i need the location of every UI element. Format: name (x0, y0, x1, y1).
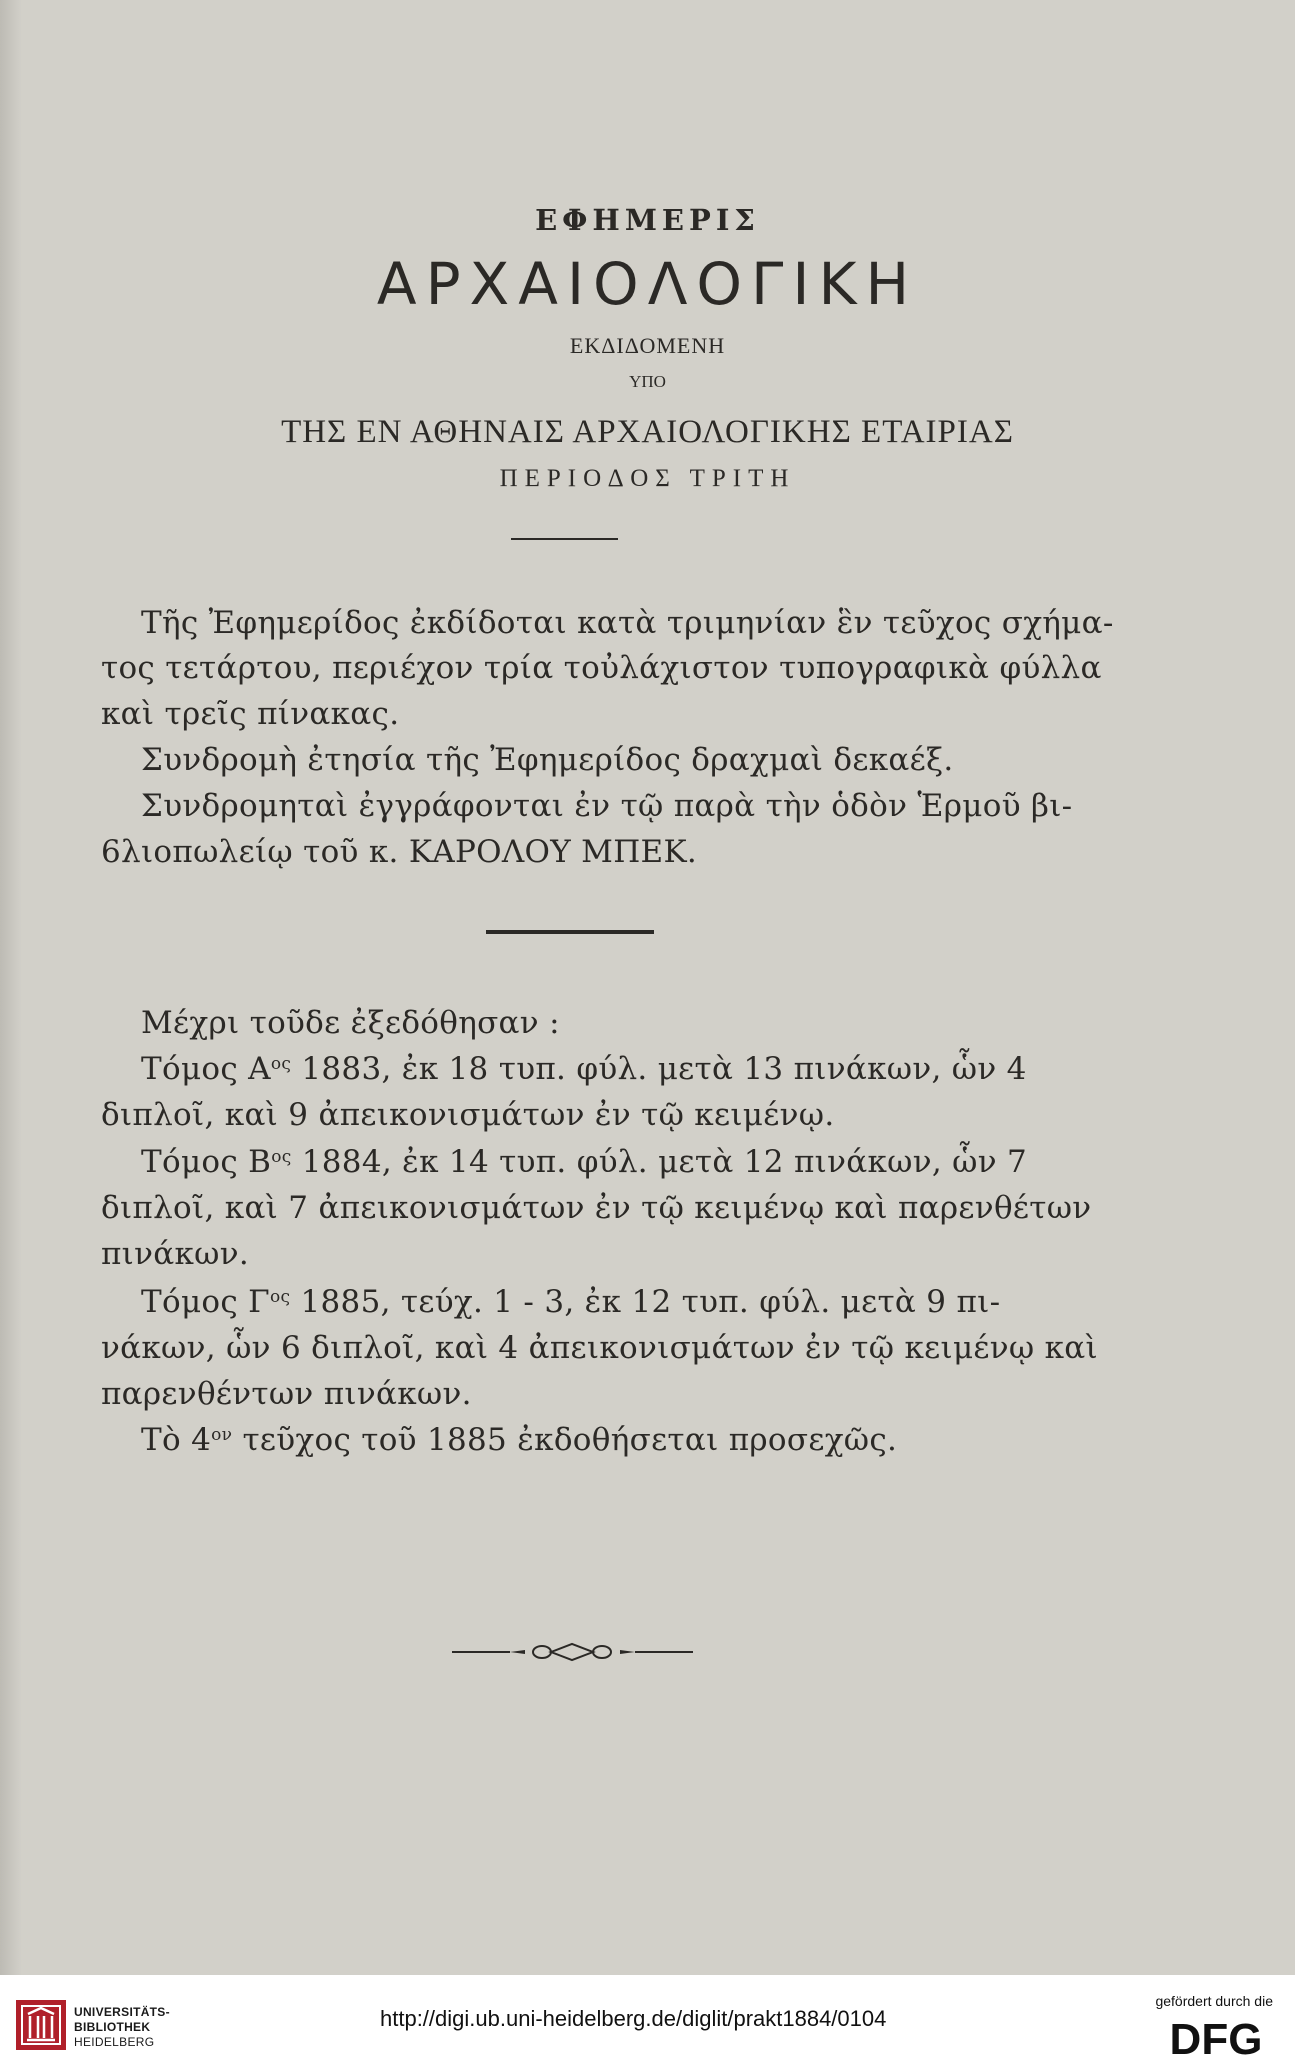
library-name-line3: HEIDELBERG (74, 2035, 155, 2049)
permalink-url[interactable]: http://digi.ub.uni-heidelberg.de/diglit/prakt1884/0104 (380, 2006, 887, 2031)
volume-c-line: νάκων, ὧν 6 διπλοῖ, καὶ 4 ἀπεικονισμάτων ἐν τῷ κειμένῳ καὶ (101, 1330, 1098, 1366)
library-name-line2: BIBLIOTHEK (74, 2020, 151, 2034)
divider-thick (486, 930, 654, 934)
ornament-divider (450, 1640, 695, 1664)
subtitle-hypo: ΥΠΟ (629, 372, 666, 391)
published-intro: Μέχρι τοῦδε ἐξεδόθησαν : (141, 1005, 560, 1041)
society-name: ΤΗΣ ΕΝ ΑΘΗΝΑΙΣ ΑΡΧΑΙΟΛΟΓΙΚΗΣ ΕΤΑΙΡΙΑΣ (281, 414, 1014, 450)
period-label: ΠΕΡΙΟΔΟΣ ΤΡΙΤΗ (499, 465, 796, 492)
notice-line: καὶ τρεῖς πίνακας. (101, 696, 400, 732)
subscribers-line: 6λιοπωλείῳ τοῦ κ. ΚΑΡΟΛΟΥ ΜΠΕΚ. (101, 834, 698, 870)
volume-b-line: Τόμος $B^{o\varsigma}$ 1884, ἐκ 14 τυπ. φύλ. μετὰ 12 πινάκων, ὧν 7 (141, 1144, 1028, 1180)
volume-c-line: Τόμος $\Gamma^{o\varsigma}$ 1885, τεύχ. 1 - 3, ἐκ 12 τυπ. φύλ. μετὰ 9 πι- (141, 1284, 1001, 1320)
notice-line: Τῆς Ἐφημερίδος ἐκδίδοται κατὰ τριμηνίαν ἓν τεῦχος σχήμα- (141, 605, 1114, 641)
subscribers-line: Συνδρομηταὶ ἐγγράφονται ἐν τῷ παρὰ τὴν ὁδὸν Ἑρμοῦ βι- (141, 788, 1073, 824)
volume-b-line: πινάκων. (101, 1236, 250, 1272)
volume-b-line: διπλοῖ, καὶ 7 ἀπεικονισμάτων ἐν τῷ κειμένῳ καὶ παρενθέτων (101, 1190, 1092, 1226)
divider-short (511, 538, 618, 540)
title-archaiologike: ΑΡΧΑΙΟΛΟΓΙΚΗ (376, 250, 919, 318)
volume-a-line: διπλοῖ, καὶ 9 ἀπεικονισμάτων ἐν τῷ κειμένῳ. (101, 1097, 835, 1133)
notice-line: τος τετάρτου, περιέχον τρία τοὐλάχιστον τυπογραφικὰ φύλλα (101, 650, 1102, 686)
title-ephemeris: ΕΦΗΜΕΡΙΣ (535, 203, 760, 237)
volume-c-line: παρενθέντων πινάκων. (101, 1376, 472, 1412)
subtitle-ekdidomene: ΕΚΔΙΔΟΜΕΝΗ (569, 333, 726, 358)
volume-a-line: Τόμος $A^{o\varsigma}$ 1883, ἐκ 18 τυπ. φύλ. μετὰ 13 πινάκων, ὧν 4 (141, 1051, 1027, 1087)
university-seal-icon (16, 2000, 66, 2050)
next-issue-line: Τὸ $4^{o\nu}$ τεῦχος τοῦ 1885 ἐκδοθήσεται προσεχῶς. (141, 1422, 898, 1458)
library-name-line1: UNIVERSITÄTS- (74, 2005, 170, 2019)
funding-note: gefördert durch die (1155, 1993, 1273, 2009)
dfg-logo (1158, 2016, 1274, 2058)
dfg-logo-text: DFG (1169, 2016, 1263, 2058)
subscription-line: Συνδρομὴ ἐτησία τῆς Ἐφημερίδος δραχμαὶ δεκαέξ. (141, 742, 954, 778)
